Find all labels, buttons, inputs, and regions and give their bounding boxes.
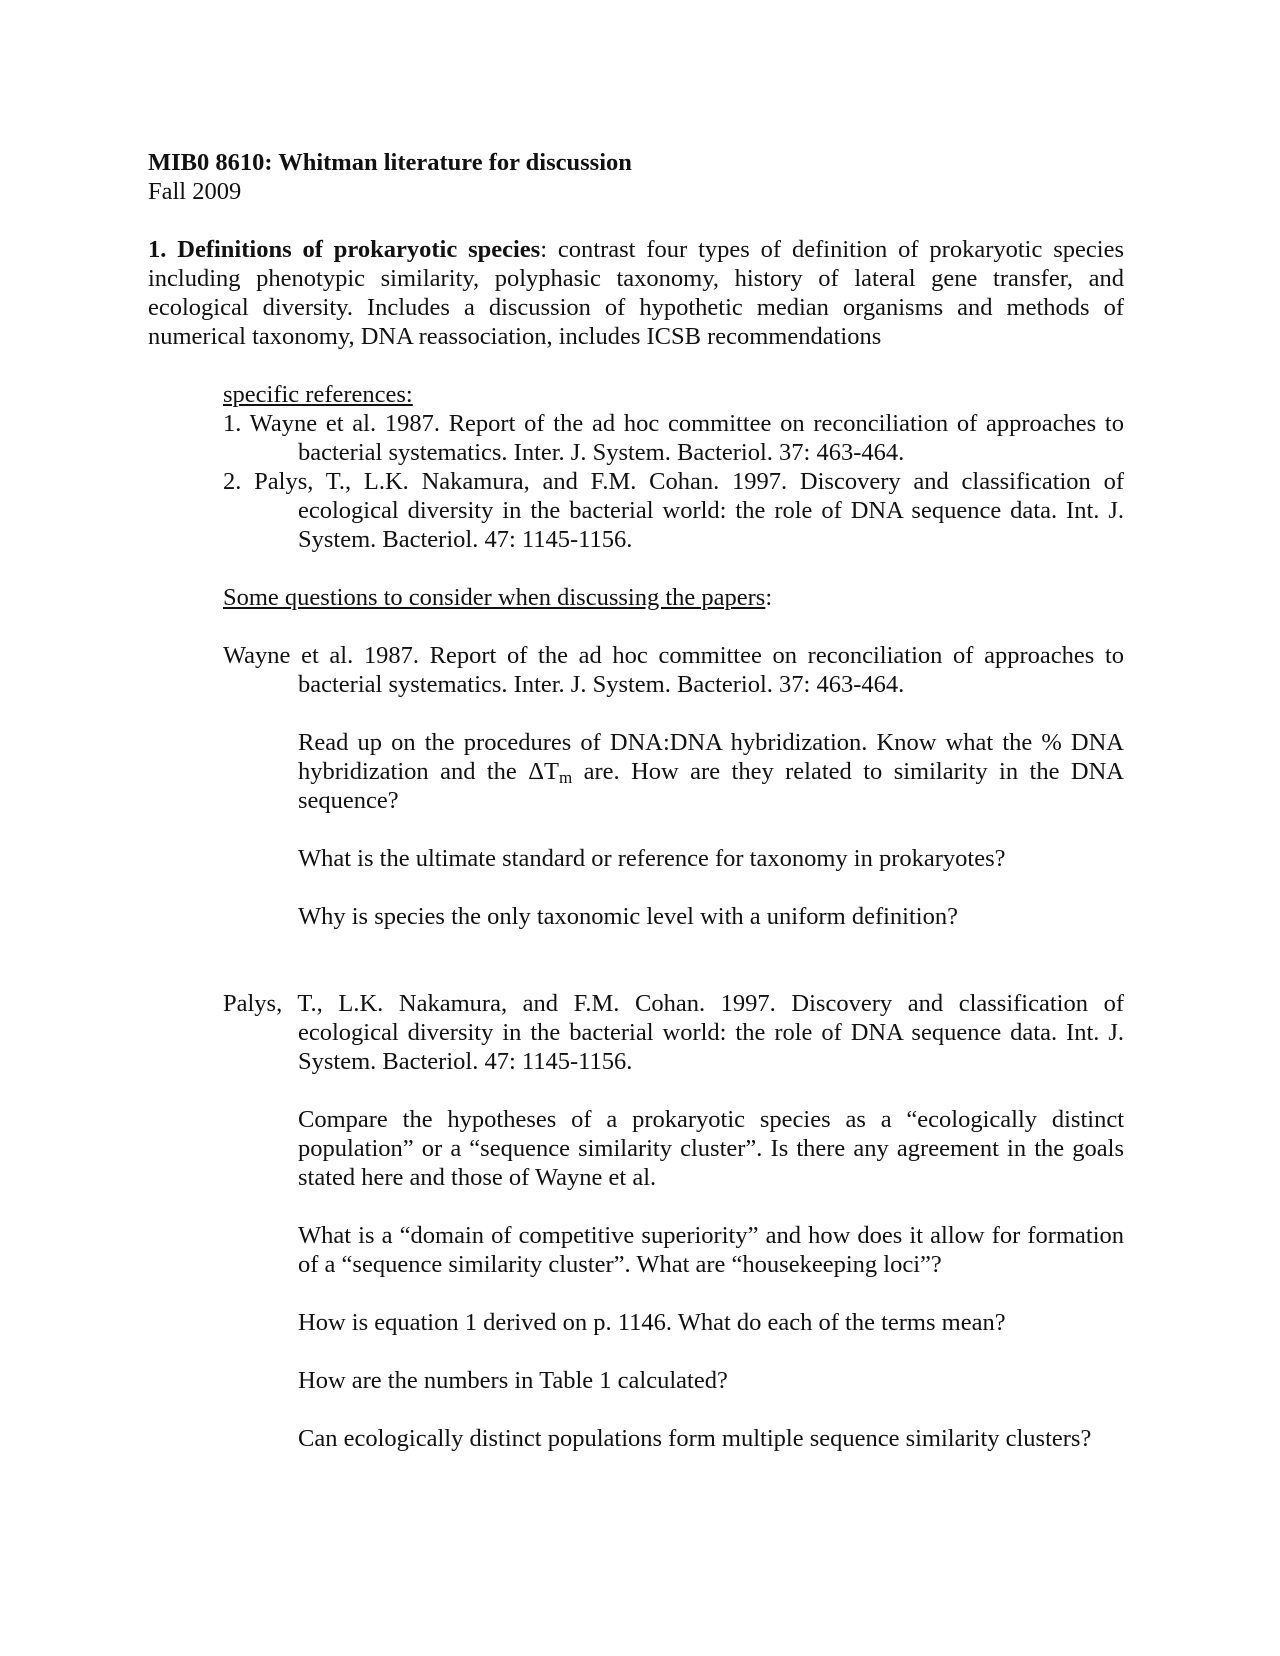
section-1-intro bbox=[148, 235, 1124, 351]
questions-heading: Some questions to consider when discussing the papers bbox=[223, 584, 766, 611]
paper-2-question-1: Compare the hypotheses of a prokaryotic species as a “ecologically distinct population” or a “sequence similarity cluster”. Is there any agreement in the goals stated here and those of Wayne et al. bbox=[298, 1106, 1124, 1191]
document-page bbox=[148, 148, 1124, 1453]
paper-2-question-5: Can ecologically distinct populations form multiple sequence similarity clusters? bbox=[298, 1425, 1092, 1452]
questions-heading-suffix: : bbox=[765, 584, 773, 611]
paper-1-question-1 bbox=[298, 728, 1124, 815]
paper-1-citation: Wayne et al. 1987. Report of the ad hoc committee on reconciliation of approaches to bacterial systematics. Inter. J. System. Bacteriol. 37: 463-464. bbox=[223, 642, 1124, 698]
question-text: Read up on the procedures of DNA:DNA hybridization. Know what the % DNA hybridization and the ΔT bbox=[298, 729, 1124, 785]
paper-2-citation: Palys, T., L.K. Nakamura, and F.M. Cohan. 1997. Discovery and classification of ecological diversity in the bacterial world: the role of DNA sequence data. Int. J. System. Bacteriol. 47: 1145-1156. bbox=[223, 990, 1124, 1075]
delta-tm-subscript: m bbox=[558, 768, 573, 787]
paper-2-question-2: What is a “domain of competitive superiority” and how does it allow for formation of a “sequence similarity cluster”. What are “housekeeping loci”? bbox=[298, 1222, 1124, 1278]
document-title: MIB0 8610: Whitman literature for discussion bbox=[148, 149, 632, 176]
references-block bbox=[223, 380, 1124, 1453]
paper-1-question-3: Why is species the only taxonomic level with a uniform definition? bbox=[298, 903, 958, 930]
reference-item: 1. Wayne et al. 1987. Report of the ad hoc committee on reconciliation of approaches to bacterial systematics. Inter. J. System. Bacteriol. 37: 463-464. bbox=[223, 410, 1124, 466]
question-text: are. How are they related to similarity in the DNA sequence? bbox=[298, 758, 1124, 814]
paper-2-question-3: How is equation 1 derived on p. 1146. What do each of the terms mean? bbox=[298, 1309, 1006, 1336]
references-heading: specific references: bbox=[223, 381, 413, 408]
section-1-heading: 1. Definitions of prokaryotic species bbox=[148, 236, 541, 263]
section-1-body: : contrast four types of definition of prokaryotic species including phenotypic similarity, polyphasic taxonomy, history of lateral gene transfer, and ecological diversity. Includes a discussion of hypothetic median organisms and methods of numerical taxonomy, DNA reassociation, includes ICSB recommendations bbox=[148, 236, 1124, 350]
paper-1-question-2: What is the ultimate standard or reference for taxonomy in prokaryotes? bbox=[298, 845, 1006, 872]
document-term: Fall 2009 bbox=[148, 178, 242, 205]
paper-2-question-4: How are the numbers in Table 1 calculated? bbox=[298, 1367, 728, 1394]
questions-heading-line bbox=[223, 583, 1124, 612]
reference-item: 2. Palys, T., L.K. Nakamura, and F.M. Cohan. 1997. Discovery and classification of ecological diversity in the bacterial world: the role of DNA sequence data. Int. J. System. Bacteriol. 47: 1145-1156. bbox=[223, 468, 1124, 553]
